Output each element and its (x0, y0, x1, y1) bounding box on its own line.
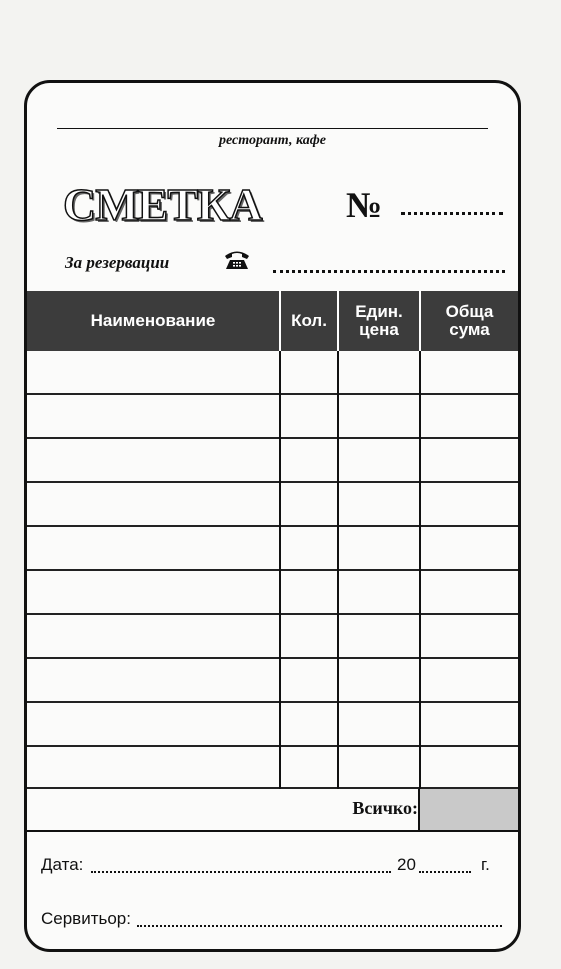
header-divider (419, 291, 421, 351)
table-row[interactable] (27, 615, 518, 659)
column-divider (419, 351, 421, 789)
table-row[interactable] (27, 571, 518, 615)
total-row (27, 789, 518, 832)
bill-number-field[interactable] (401, 212, 503, 215)
year-field[interactable] (419, 871, 471, 873)
header-divider (279, 291, 281, 351)
table-row[interactable] (27, 527, 518, 571)
table-row[interactable] (27, 703, 518, 747)
column-header-qty: Кол. (291, 311, 327, 330)
column-divider (337, 351, 339, 789)
table-row[interactable] (27, 659, 518, 703)
table-row[interactable] (27, 483, 518, 527)
form-subtitle: ресторант, кафе (219, 133, 326, 148)
number-sign: № (346, 185, 383, 225)
reservation-label: За резервации (65, 253, 170, 272)
column-header-name: Наименование (90, 311, 216, 330)
date-label: Дата: (41, 855, 84, 874)
waiter-label: Сервитьор: (41, 909, 131, 928)
date-row (41, 855, 502, 881)
title-row (63, 178, 503, 228)
table-row[interactable] (27, 439, 518, 483)
top-rule (57, 128, 488, 129)
column-header-unit-price: Един. цена (355, 302, 403, 339)
table-header (27, 291, 518, 351)
table-row[interactable] (27, 747, 518, 789)
table-row[interactable] (27, 351, 518, 395)
form-title: СМЕТКА (63, 179, 262, 230)
reservation-phone-field[interactable] (273, 270, 505, 273)
header-divider (337, 291, 339, 351)
reservation-row (65, 253, 505, 277)
total-amount-cell[interactable] (418, 789, 518, 830)
column-header-total: Обща сума (445, 302, 494, 339)
table-row[interactable] (27, 395, 518, 439)
total-label: Всичко: (352, 798, 418, 818)
bill-form (24, 80, 521, 952)
waiter-row (41, 909, 502, 935)
waiter-field[interactable] (137, 925, 502, 927)
column-divider (279, 351, 281, 789)
year-suffix: г. (481, 855, 490, 874)
date-field[interactable] (91, 871, 391, 873)
year-prefix: 20 (397, 855, 416, 874)
table-body (27, 351, 518, 789)
telephone-icon (223, 249, 251, 271)
